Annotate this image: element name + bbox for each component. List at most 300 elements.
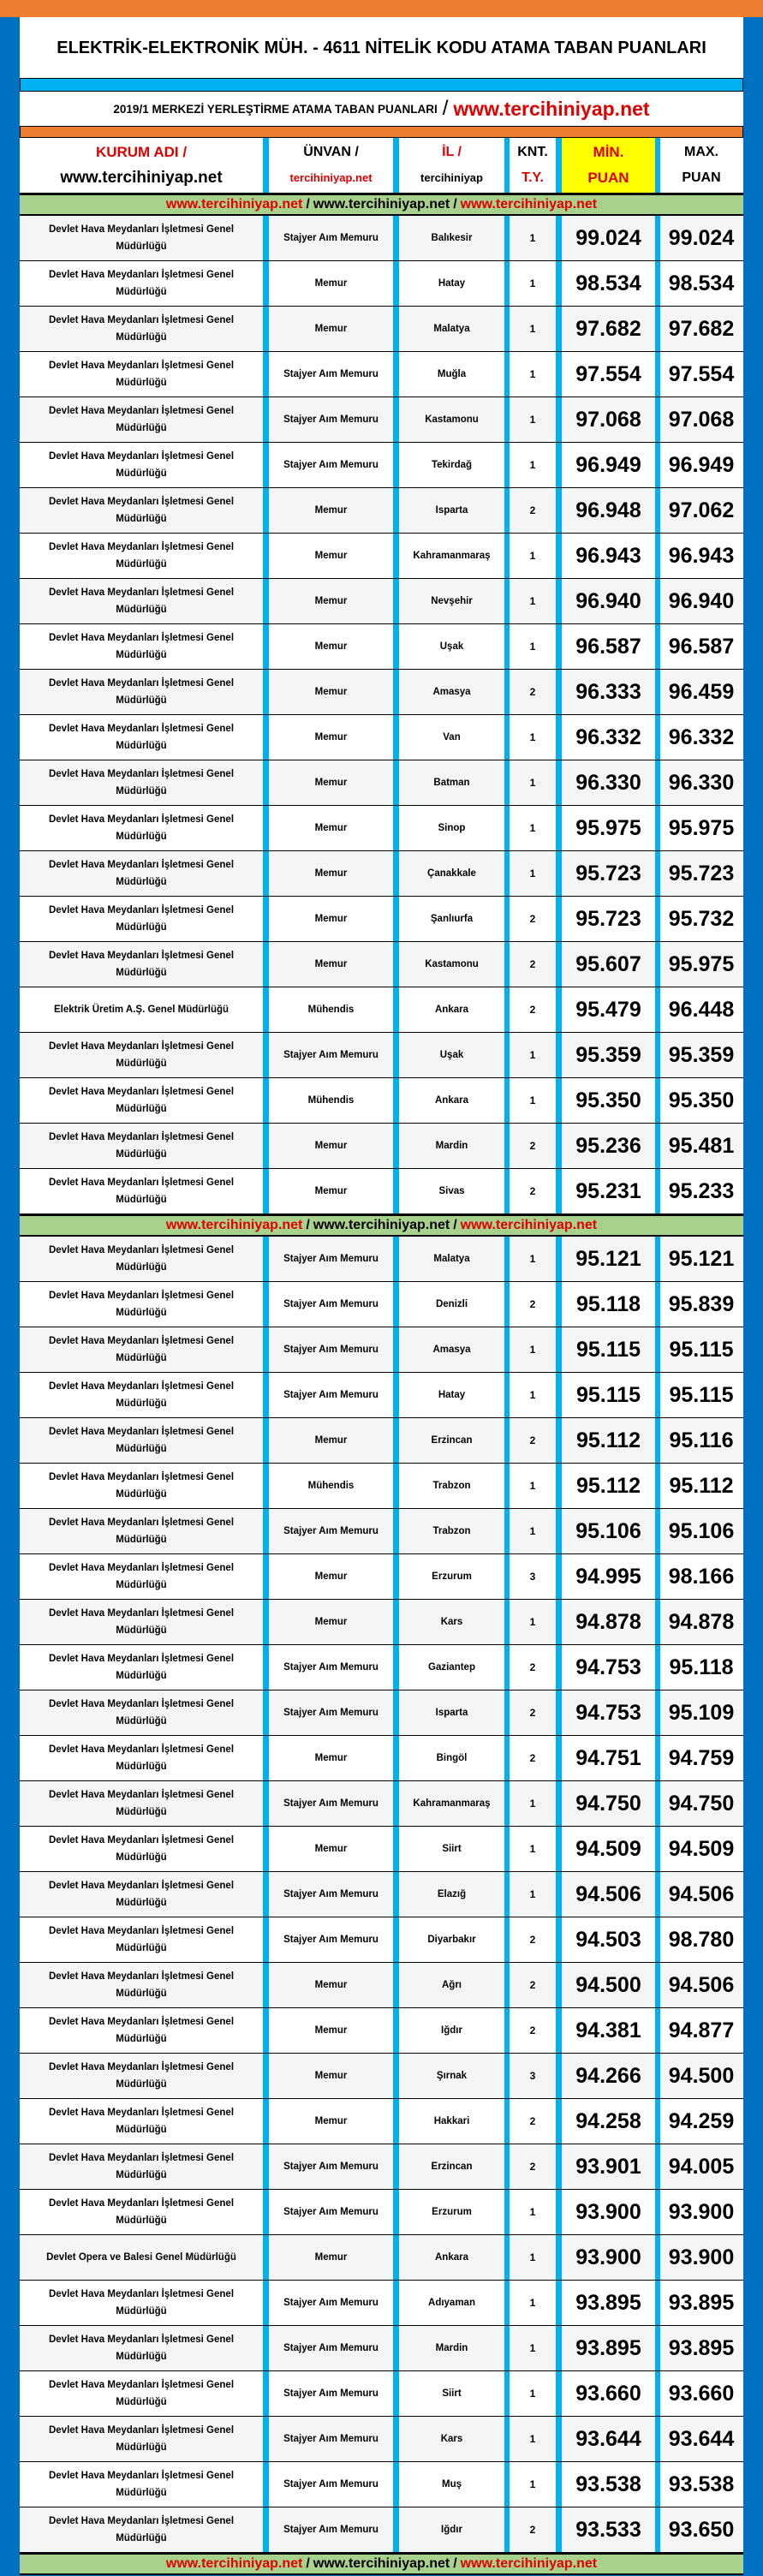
cell-max-puan: 97.682 bbox=[655, 307, 742, 351]
cell-kontenjan: 1 bbox=[504, 534, 556, 578]
cell-kurum: Devlet Hava Meydanları İşletmesi Genel Müdürlüğü bbox=[48, 678, 235, 706]
table-row bbox=[20, 806, 743, 851]
subtitle-slash: / bbox=[442, 97, 449, 120]
cell-min-puan: 97.682 bbox=[556, 307, 655, 351]
cell-unvan: Stajyer Aım Memuru bbox=[263, 1872, 393, 1917]
cell-unvan: Memur bbox=[263, 806, 393, 850]
cell-min-puan: 95.607 bbox=[556, 942, 655, 987]
cell-il: Adıyaman bbox=[393, 2281, 504, 2325]
cell-min-puan: 95.115 bbox=[556, 1327, 655, 1372]
cell-kontenjan: 2 bbox=[504, 987, 556, 1032]
header-knt-label: KNT. bbox=[517, 145, 548, 159]
cell-max-puan: 93.895 bbox=[655, 2281, 742, 2325]
cell-max-puan: 94.509 bbox=[655, 1827, 742, 1871]
cell-max-puan: 94.759 bbox=[655, 1736, 742, 1780]
cell-max-puan: 95.115 bbox=[655, 1373, 742, 1417]
cell-min-puan: 96.949 bbox=[556, 443, 655, 487]
cell-il: Iğdır bbox=[393, 2507, 504, 2552]
site-banner bbox=[20, 2553, 743, 2575]
cell-il: Van bbox=[393, 715, 504, 760]
cell-min-puan: 95.106 bbox=[556, 1509, 655, 1553]
cell-unvan: Memur bbox=[263, 1963, 393, 2007]
header-unvan bbox=[263, 138, 393, 193]
cell-kontenjan: 2 bbox=[504, 1645, 556, 1690]
table-row bbox=[20, 216, 743, 261]
cell-kurum: Devlet Hava Meydanları İşletmesi Genel Müdürlüğü bbox=[48, 497, 235, 524]
cell-il: Siirt bbox=[393, 1827, 504, 1871]
cell-max-puan: 95.121 bbox=[655, 1237, 742, 1281]
header-il-label: İL / bbox=[442, 145, 462, 159]
cell-max-puan: 98.166 bbox=[655, 1554, 742, 1599]
cell-max-puan: 95.115 bbox=[655, 1327, 742, 1372]
cell-max-puan: 93.660 bbox=[655, 2371, 742, 2416]
cell-kurum: Devlet Hava Meydanları İşletmesi Genel Müdürlüğü bbox=[48, 1563, 235, 1590]
cell-kurum: Devlet Hava Meydanları İşletmesi Genel Müdürlüğü bbox=[48, 1835, 235, 1863]
cell-min-puan: 94.258 bbox=[556, 2099, 655, 2144]
header-kurum-sub: www.tercihiniyap.net bbox=[60, 169, 223, 187]
cell-unvan: Stajyer Aım Memuru bbox=[263, 443, 393, 487]
cell-max-puan: 96.448 bbox=[655, 987, 742, 1032]
cell-il: Siirt bbox=[393, 2371, 504, 2416]
table-row bbox=[20, 1872, 743, 1917]
table-row bbox=[20, 670, 743, 715]
cell-kontenjan: 1 bbox=[504, 2326, 556, 2370]
table-row bbox=[20, 307, 743, 352]
table-row bbox=[20, 2190, 743, 2235]
cell-max-puan: 94.750 bbox=[655, 1781, 742, 1826]
cell-kontenjan: 1 bbox=[504, 2371, 556, 2416]
cell-il: Erzincan bbox=[393, 1418, 504, 1463]
cell-il: Ankara bbox=[393, 1078, 504, 1123]
cell-min-puan: 95.975 bbox=[556, 806, 655, 850]
cell-max-puan: 96.940 bbox=[655, 579, 742, 623]
cell-unvan: Memur bbox=[263, 307, 393, 351]
cell-il: Kahramanmaraş bbox=[393, 1781, 504, 1826]
score-table bbox=[20, 17, 743, 2575]
cell-min-puan: 93.533 bbox=[556, 2507, 655, 2552]
cell-kontenjan: 1 bbox=[504, 624, 556, 669]
cell-max-puan: 96.587 bbox=[655, 624, 742, 669]
table-row bbox=[20, 1373, 743, 1418]
table-row bbox=[20, 1509, 743, 1554]
table-row bbox=[20, 897, 743, 942]
cell-kontenjan: 1 bbox=[504, 1781, 556, 1826]
cell-max-puan: 94.506 bbox=[655, 1872, 742, 1917]
header-max-sub: PUAN bbox=[682, 170, 721, 185]
cell-kontenjan: 2 bbox=[504, 897, 556, 941]
cell-kurum: Devlet Hava Meydanları İşletmesi Genel Müdürlüğü bbox=[48, 1381, 235, 1409]
cell-max-puan: 97.068 bbox=[655, 397, 742, 442]
cell-kontenjan: 1 bbox=[504, 397, 556, 442]
cell-min-puan: 95.350 bbox=[556, 1078, 655, 1123]
cell-kurum: Devlet Hava Meydanları İşletmesi Genel Müdürlüğü bbox=[48, 1654, 235, 1681]
table-row bbox=[20, 534, 743, 579]
cell-il: Gaziantep bbox=[393, 1645, 504, 1690]
cell-il: Sivas bbox=[393, 1169, 504, 1213]
site-link[interactable]: www.tercihiniyap.net bbox=[313, 2556, 450, 2571]
cell-max-puan: 96.949 bbox=[655, 443, 742, 487]
table-row bbox=[20, 1781, 743, 1827]
cell-kurum: Devlet Hava Meydanları İşletmesi Genel Müdürlüğü bbox=[48, 1926, 235, 1953]
cell-max-puan: 96.943 bbox=[655, 534, 742, 578]
cell-kurum: Devlet Hava Meydanları İşletmesi Genel Müdürlüğü bbox=[48, 1971, 235, 1999]
cell-max-puan: 98.780 bbox=[655, 1917, 742, 1962]
cell-min-puan: 94.753 bbox=[556, 1690, 655, 1735]
cell-il: Kars bbox=[393, 2417, 504, 2461]
table-row bbox=[20, 2507, 743, 2553]
cell-kontenjan: 3 bbox=[504, 2054, 556, 2098]
site-link[interactable]: www.tercihiniyap.net bbox=[165, 1218, 303, 1232]
cell-il: Hakkari bbox=[393, 2099, 504, 2144]
cell-max-puan: 96.459 bbox=[655, 670, 742, 714]
cell-kurum: Devlet Hava Meydanları İşletmesi Genel Müdürlüğü bbox=[48, 1336, 235, 1363]
subtitle bbox=[20, 92, 743, 126]
banner-slash: / bbox=[453, 197, 457, 212]
cell-kurum: Devlet Hava Meydanları İşletmesi Genel Müdürlüğü bbox=[48, 1132, 235, 1160]
cell-max-puan: 96.332 bbox=[655, 715, 742, 760]
banner-slash: / bbox=[453, 2556, 457, 2571]
cell-il: Batman bbox=[393, 760, 504, 805]
cell-min-puan: 97.554 bbox=[556, 352, 655, 397]
cell-unvan: Memur bbox=[263, 2099, 393, 2144]
cell-min-puan: 93.644 bbox=[556, 2417, 655, 2461]
cell-min-puan: 94.878 bbox=[556, 1600, 655, 1644]
cell-kurum: Devlet Hava Meydanları İşletmesi Genel Müdürlüğü bbox=[48, 315, 235, 343]
cell-max-puan: 97.554 bbox=[655, 352, 742, 397]
cell-kontenjan: 1 bbox=[504, 2190, 556, 2234]
cell-min-puan: 95.236 bbox=[556, 1124, 655, 1168]
cell-kurum: Devlet Hava Meydanları İşletmesi Genel Müdürlüğü bbox=[48, 2198, 235, 2226]
cell-kurum: Devlet Hava Meydanları İşletmesi Genel Müdürlüğü bbox=[48, 270, 235, 297]
cell-il: Mardin bbox=[393, 1124, 504, 1168]
cell-min-puan: 95.121 bbox=[556, 1237, 655, 1281]
cell-max-puan: 93.644 bbox=[655, 2417, 742, 2461]
banner-slash: / bbox=[306, 1218, 310, 1232]
cell-max-puan: 95.975 bbox=[655, 942, 742, 987]
cell-min-puan: 94.506 bbox=[556, 1872, 655, 1917]
cell-max-puan: 95.109 bbox=[655, 1690, 742, 1735]
cell-unvan: Memur bbox=[263, 1827, 393, 1871]
cell-kontenjan: 2 bbox=[504, 2144, 556, 2189]
cell-max-puan: 93.895 bbox=[655, 2326, 742, 2370]
cell-unvan: Memur bbox=[263, 579, 393, 623]
header-knt bbox=[504, 138, 556, 193]
cell-max-puan: 95.732 bbox=[655, 897, 742, 941]
table-row bbox=[20, 1282, 743, 1327]
page-title: ELEKTRİK-ELEKTRONİK MÜH. - 4611 NİTELİK KODU ATAMA TABAN PUANLARI bbox=[57, 38, 706, 57]
cell-unvan: Memur bbox=[263, 2054, 393, 2098]
cell-unvan: Memur bbox=[263, 488, 393, 533]
cell-min-puan: 96.333 bbox=[556, 670, 655, 714]
table-row bbox=[20, 1124, 743, 1169]
cell-kontenjan: 2 bbox=[504, 1124, 556, 1168]
cell-max-puan: 95.106 bbox=[655, 1509, 742, 1553]
cell-min-puan: 99.024 bbox=[556, 216, 655, 260]
table-row bbox=[20, 1827, 743, 1872]
banner-slash: / bbox=[453, 1218, 457, 1232]
table-row bbox=[20, 2008, 743, 2054]
table-row bbox=[20, 624, 743, 670]
cell-max-puan: 94.005 bbox=[655, 2144, 742, 2189]
cell-unvan: Stajyer Aım Memuru bbox=[263, 2326, 393, 2370]
cell-il: Sinop bbox=[393, 806, 504, 850]
cell-il: Kastamonu bbox=[393, 397, 504, 442]
cell-il: Muş bbox=[393, 2462, 504, 2507]
header-min-sub: PUAN bbox=[587, 170, 629, 186]
cell-kontenjan: 1 bbox=[504, 1373, 556, 1417]
cell-kontenjan: 1 bbox=[504, 1033, 556, 1077]
cell-unvan: Stajyer Aım Memuru bbox=[263, 216, 393, 260]
table-row bbox=[20, 987, 743, 1033]
table-row bbox=[20, 942, 743, 987]
cell-kontenjan: 2 bbox=[504, 1690, 556, 1735]
cell-min-puan: 94.503 bbox=[556, 1917, 655, 1962]
cell-il: Mardin bbox=[393, 2326, 504, 2370]
cell-kurum: Devlet Hava Meydanları İşletmesi Genel Müdürlüğü bbox=[48, 406, 235, 433]
table-row bbox=[20, 1645, 743, 1690]
cell-il: Şırnak bbox=[393, 2054, 504, 2098]
table-row bbox=[20, 1963, 743, 2008]
header-unvan-label: ÜNVAN / bbox=[303, 145, 359, 159]
cell-unvan: Memur bbox=[263, 942, 393, 987]
cell-unvan: Stajyer Aım Memuru bbox=[263, 2144, 393, 2189]
cell-kurum: Devlet Hava Meydanları İşletmesi Genel Müdürlüğü bbox=[48, 2516, 235, 2543]
cell-kurum: Devlet Hava Meydanları İşletmesi Genel Müdürlüğü bbox=[48, 633, 235, 660]
table-row bbox=[20, 1600, 743, 1645]
cell-il: Amasya bbox=[393, 670, 504, 714]
header-min-label: MİN. bbox=[593, 144, 624, 160]
cell-kurum: Devlet Hava Meydanları İşletmesi Genel Müdürlüğü bbox=[48, 769, 235, 796]
site-link[interactable]: www.tercihiniyap.net bbox=[313, 1218, 450, 1232]
site-link[interactable]: www.tercihiniyap.net bbox=[460, 197, 598, 212]
cell-min-puan: 94.995 bbox=[556, 1554, 655, 1599]
cell-il: Balıkesir bbox=[393, 216, 504, 260]
table-row bbox=[20, 1464, 743, 1509]
cell-unvan: Stajyer Aım Memuru bbox=[263, 1373, 393, 1417]
cell-min-puan: 94.381 bbox=[556, 2008, 655, 2053]
cell-max-puan: 94.506 bbox=[655, 1963, 742, 2007]
cell-min-puan: 96.332 bbox=[556, 715, 655, 760]
table-row bbox=[20, 488, 743, 534]
cell-kontenjan: 2 bbox=[504, 2008, 556, 2053]
cell-kontenjan: 2 bbox=[504, 942, 556, 987]
cell-min-puan: 95.359 bbox=[556, 1033, 655, 1077]
cell-min-puan: 93.895 bbox=[556, 2326, 655, 2370]
cell-il: Erzurum bbox=[393, 2190, 504, 2234]
site-link[interactable]: www.tercihiniyap.net bbox=[313, 197, 450, 212]
cell-unvan: Memur bbox=[263, 1169, 393, 1213]
cell-kurum: Devlet Hava Meydanları İşletmesi Genel Müdürlüğü bbox=[48, 1608, 235, 1636]
header-kurum bbox=[20, 138, 263, 193]
cell-il: Denizli bbox=[393, 1282, 504, 1327]
cell-il: Isparta bbox=[393, 1690, 504, 1735]
cell-kontenjan: 1 bbox=[504, 2417, 556, 2461]
cell-kontenjan: 2 bbox=[504, 1963, 556, 2007]
cell-kontenjan: 3 bbox=[504, 1554, 556, 1599]
cell-kurum: Devlet Hava Meydanları İşletmesi Genel Müdürlüğü bbox=[48, 814, 235, 842]
cell-kontenjan: 2 bbox=[504, 488, 556, 533]
banner-slash: / bbox=[306, 2556, 310, 2571]
cell-max-puan: 96.330 bbox=[655, 760, 742, 805]
cell-il: Uşak bbox=[393, 624, 504, 669]
cell-min-puan: 96.940 bbox=[556, 579, 655, 623]
cell-max-puan: 95.839 bbox=[655, 1282, 742, 1327]
table-row bbox=[20, 261, 743, 307]
table-row bbox=[20, 1554, 743, 1600]
cell-kurum: Devlet Hava Meydanları İşletmesi Genel Müdürlüğü bbox=[48, 905, 235, 933]
cell-unvan: Memur bbox=[263, 2235, 393, 2280]
site-link[interactable]: www.tercihiniyap.net bbox=[460, 1218, 598, 1232]
table-row bbox=[20, 1690, 743, 1736]
cell-kurum: Devlet Hava Meydanları İşletmesi Genel Müdürlüğü bbox=[48, 1518, 235, 1545]
cell-il: Nevşehir bbox=[393, 579, 504, 623]
cell-unvan: Stajyer Aım Memuru bbox=[263, 2507, 393, 2552]
cell-unvan: Stajyer Aım Memuru bbox=[263, 1690, 393, 1735]
cell-unvan: Stajyer Aım Memuru bbox=[263, 1781, 393, 1826]
cell-kontenjan: 1 bbox=[504, 1327, 556, 1372]
cell-il: Çanakkale bbox=[393, 851, 504, 896]
cell-unvan: Memur bbox=[263, 534, 393, 578]
cell-max-puan: 93.538 bbox=[655, 2462, 742, 2507]
table-row bbox=[20, 2235, 743, 2281]
cell-max-puan: 95.116 bbox=[655, 1418, 742, 1463]
cell-min-puan: 95.112 bbox=[556, 1418, 655, 1463]
cell-unvan: Memur bbox=[263, 261, 393, 306]
cell-min-puan: 96.943 bbox=[556, 534, 655, 578]
cell-kurum: Devlet Hava Meydanları İşletmesi Genel Müdürlüğü bbox=[48, 1427, 235, 1454]
cell-unvan: Memur bbox=[263, 715, 393, 760]
cell-il: Muğla bbox=[393, 352, 504, 397]
cell-il: Ankara bbox=[393, 2235, 504, 2280]
cell-kontenjan: 1 bbox=[504, 760, 556, 805]
cell-kurum: Devlet Hava Meydanları İşletmesi Genel Müdürlüğü bbox=[48, 1087, 235, 1114]
subtitle-text: 2019/1 MERKEZİ YERLEŞTİRME ATAMA TABAN PUANLARI bbox=[113, 102, 438, 116]
cell-il: Elazığ bbox=[393, 1872, 504, 1917]
cell-min-puan: 93.901 bbox=[556, 2144, 655, 2189]
cell-kontenjan: 2 bbox=[504, 1917, 556, 1962]
header-knt-sub: T.Y. bbox=[522, 170, 544, 185]
cell-max-puan: 95.112 bbox=[655, 1464, 742, 1508]
table-row bbox=[20, 760, 743, 806]
cell-kontenjan: 1 bbox=[504, 806, 556, 850]
cell-max-puan: 95.118 bbox=[655, 1645, 742, 1690]
cell-kurum: Devlet Hava Meydanları İşletmesi Genel Müdürlüğü bbox=[48, 951, 235, 978]
cell-kurum: Devlet Hava Meydanları İşletmesi Genel Müdürlüğü bbox=[48, 1472, 235, 1500]
cell-il: Bingöl bbox=[393, 1736, 504, 1780]
cell-kurum: Devlet Hava Meydanları İşletmesi Genel Müdürlüğü bbox=[48, 224, 235, 252]
cell-kurum: Devlet Hava Meydanları İşletmesi Genel Müdürlüğü bbox=[48, 1881, 235, 1908]
cell-kurum: Devlet Hava Meydanları İşletmesi Genel Müdürlüğü bbox=[48, 361, 235, 388]
cell-unvan: Stajyer Aım Memuru bbox=[263, 2462, 393, 2507]
cell-unvan: Stajyer Aım Memuru bbox=[263, 2417, 393, 2461]
cell-kontenjan: 2 bbox=[504, 1282, 556, 1327]
cell-il: Amasya bbox=[393, 1327, 504, 1372]
cell-min-puan: 95.118 bbox=[556, 1282, 655, 1327]
cell-max-puan: 95.723 bbox=[655, 851, 742, 896]
cell-unvan: Stajyer Aım Memuru bbox=[263, 1509, 393, 1553]
table-row bbox=[20, 1736, 743, 1781]
table-row bbox=[20, 1418, 743, 1464]
table-row bbox=[20, 715, 743, 760]
cell-kontenjan: 1 bbox=[504, 1078, 556, 1123]
table-row bbox=[20, 1078, 743, 1124]
cell-kontenjan: 1 bbox=[504, 1872, 556, 1917]
site-link[interactable]: www.tercihiniyap.net bbox=[453, 97, 650, 120]
cell-max-puan: 95.350 bbox=[655, 1078, 742, 1123]
site-link[interactable]: www.tercihiniyap.net bbox=[165, 197, 303, 212]
cell-max-puan: 99.024 bbox=[655, 216, 742, 260]
cell-unvan: Memur bbox=[263, 1418, 393, 1463]
cell-kontenjan: 1 bbox=[504, 352, 556, 397]
site-link[interactable]: www.tercihiniyap.net bbox=[460, 2556, 598, 2571]
cell-max-puan: 98.534 bbox=[655, 261, 742, 306]
cell-kurum: Elektrik Üretim A.Ş. Genel Müdürlüğü bbox=[53, 1005, 229, 1015]
cell-unvan: Stajyer Aım Memuru bbox=[263, 1033, 393, 1077]
cell-kontenjan: 1 bbox=[504, 1509, 556, 1553]
table-row bbox=[20, 2371, 743, 2417]
cell-max-puan: 97.062 bbox=[655, 488, 742, 533]
cell-unvan: Memur bbox=[263, 1124, 393, 1168]
header-max-label: MAX. bbox=[684, 145, 718, 159]
cell-unvan: Mühendis bbox=[263, 1464, 393, 1508]
cell-kurum: Devlet Hava Meydanları İşletmesi Genel Müdürlüğü bbox=[48, 1245, 235, 1273]
cell-kurum: Devlet Hava Meydanları İşletmesi Genel Müdürlüğü bbox=[48, 2425, 235, 2453]
cell-kontenjan: 2 bbox=[504, 1736, 556, 1780]
cell-unvan: Stajyer Aım Memuru bbox=[263, 2371, 393, 2416]
cell-max-puan: 95.481 bbox=[655, 1124, 742, 1168]
cell-unvan: Mühendis bbox=[263, 1078, 393, 1123]
cell-min-puan: 98.534 bbox=[556, 261, 655, 306]
cell-unvan: Stajyer Aım Memuru bbox=[263, 1237, 393, 1281]
cell-kontenjan: 1 bbox=[504, 579, 556, 623]
cell-il: Erzurum bbox=[393, 1554, 504, 1599]
cell-min-puan: 93.660 bbox=[556, 2371, 655, 2416]
cell-kontenjan: 1 bbox=[504, 2462, 556, 2507]
cell-max-puan: 94.259 bbox=[655, 2099, 742, 2144]
table-row bbox=[20, 443, 743, 488]
cell-kurum: Devlet Hava Meydanları İşletmesi Genel Müdürlüğü bbox=[48, 2108, 235, 2135]
table-row bbox=[20, 352, 743, 397]
cell-max-puan: 95.975 bbox=[655, 806, 742, 850]
cell-kurum: Devlet Hava Meydanları İşletmesi Genel Müdürlüğü bbox=[48, 1790, 235, 1817]
cell-unvan: Memur bbox=[263, 760, 393, 805]
cell-kurum: Devlet Hava Meydanları İşletmesi Genel Müdürlüğü bbox=[48, 542, 235, 569]
cell-min-puan: 93.538 bbox=[556, 2462, 655, 2507]
header-kurum-label: KURUM ADI / bbox=[95, 144, 188, 160]
cell-kurum: Devlet Hava Meydanları İşletmesi Genel Müdürlüğü bbox=[48, 2334, 235, 2362]
cell-il: Uşak bbox=[393, 1033, 504, 1077]
cell-kontenjan: 2 bbox=[504, 1169, 556, 1213]
cell-kontenjan: 2 bbox=[504, 2099, 556, 2144]
cell-kurum: Devlet Hava Meydanları İşletmesi Genel Müdürlüğü bbox=[48, 1041, 235, 1069]
cell-kontenjan: 1 bbox=[504, 1464, 556, 1508]
cell-il: Malatya bbox=[393, 1237, 504, 1281]
cell-kontenjan: 1 bbox=[504, 1237, 556, 1281]
cell-unvan: Stajyer Aım Memuru bbox=[263, 1645, 393, 1690]
site-link[interactable]: www.tercihiniyap.net bbox=[165, 2556, 303, 2571]
cell-unvan: Stajyer Aım Memuru bbox=[263, 1282, 393, 1327]
cell-min-puan: 95.112 bbox=[556, 1464, 655, 1508]
cell-il: Ankara bbox=[393, 987, 504, 1032]
table-row bbox=[20, 2417, 743, 2462]
cell-il: Kars bbox=[393, 1600, 504, 1644]
cell-unvan: Memur bbox=[263, 897, 393, 941]
cell-kurum: Devlet Hava Meydanları İşletmesi Genel Müdürlüğü bbox=[48, 2289, 235, 2317]
cell-unvan: Memur bbox=[263, 624, 393, 669]
table-row bbox=[20, 579, 743, 624]
cell-il: Şanlıurfa bbox=[393, 897, 504, 941]
table-row bbox=[20, 397, 743, 443]
